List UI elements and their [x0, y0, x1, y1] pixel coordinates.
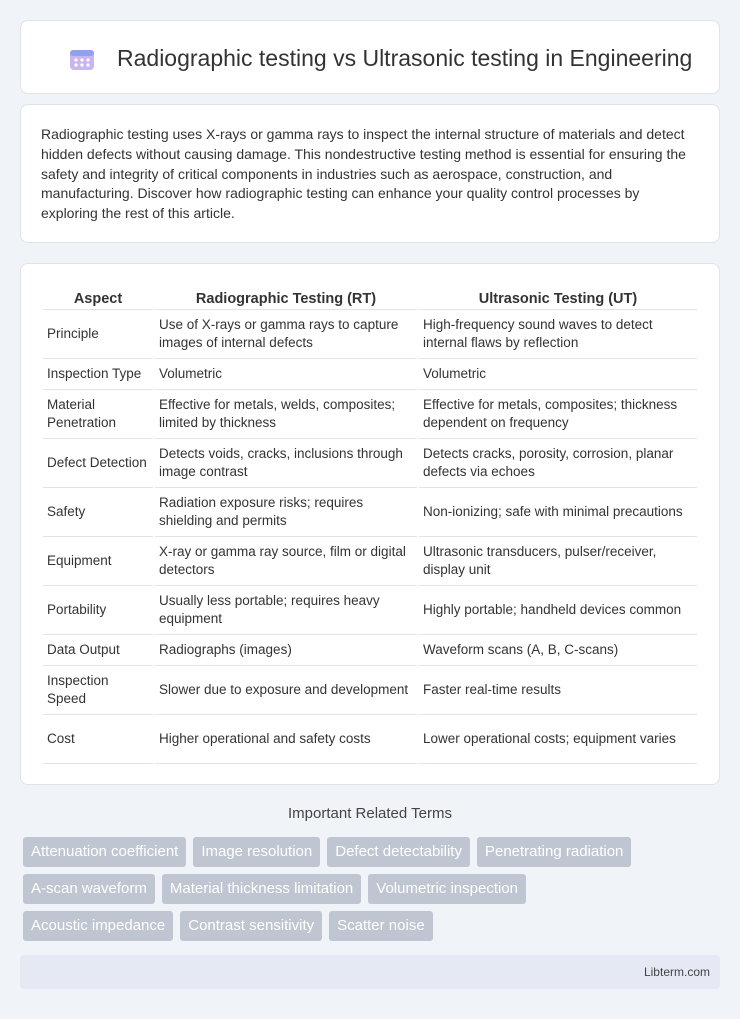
cell-ut: Faster real-time results: [419, 666, 697, 715]
calendar-grid-icon: [69, 47, 95, 71]
tag-a-scan-waveform[interactable]: A-scan waveform: [23, 874, 155, 904]
tag-volumetric-inspection[interactable]: Volumetric inspection: [368, 874, 526, 904]
cell-aspect: Inspection Type: [43, 359, 153, 390]
cell-rt: Higher operational and safety costs: [155, 715, 417, 764]
intro-text: Radiographic testing uses X-rays or gamma rays to inspect the internal structure of materials and detect hidden defects without causing damage. This nondestructive testing method is essential for ensuring the safety and integrity of critical components in industries such as aerospace, construction, and manufacturing. Discover how radiographic testing can enhance your quality control processes by exploring the rest of this article.: [41, 126, 686, 222]
cell-rt: Slower due to exposure and development: [155, 666, 417, 715]
table-row: [43, 586, 697, 635]
header-rt: Radiographic Testing (RT): [155, 284, 417, 310]
cell-rt: Usually less portable; requires heavy equipment: [155, 586, 417, 635]
tag-attenuation-coefficient[interactable]: Attenuation coefficient: [23, 837, 186, 867]
cell-rt: Radiographs (images): [155, 635, 417, 666]
cell-ut: Volumetric: [419, 359, 697, 390]
tag-defect-detectability[interactable]: Defect detectability: [327, 837, 470, 867]
tag-row: [23, 911, 723, 941]
cell-aspect: Data Output: [43, 635, 153, 666]
cell-aspect: Principle: [43, 310, 153, 359]
cell-aspect: Defect Detection: [43, 439, 153, 488]
tag-row: [23, 837, 723, 867]
intro-card: [20, 104, 720, 243]
table-row: [43, 359, 697, 390]
cell-ut: Non-ionizing; safe with minimal precautions: [419, 488, 697, 537]
table-row: [43, 439, 697, 488]
comparison-table-card: [20, 263, 720, 785]
cell-ut: Waveform scans (A, B, C-scans): [419, 635, 697, 666]
related-terms-title: Important Related Terms: [288, 805, 452, 822]
header-card: [20, 20, 720, 94]
cell-ut: Detects cracks, porosity, corrosion, planar defects via echoes: [419, 439, 697, 488]
footer-site-link[interactable]: Libterm.com: [643, 965, 710, 979]
tag-scatter-noise[interactable]: Scatter noise: [329, 911, 433, 941]
table-row: [43, 537, 697, 586]
table-row: [43, 310, 697, 359]
cell-rt: Use of X-rays or gamma rays to capture images of internal defects: [155, 310, 417, 359]
cell-aspect: Safety: [43, 488, 153, 537]
cell-aspect: Portability: [43, 586, 153, 635]
cell-rt: Effective for metals, welds, composites; limited by thickness: [155, 390, 417, 439]
tag-acoustic-impedance[interactable]: Acoustic impedance: [23, 911, 173, 941]
cell-ut: Ultrasonic transducers, pulser/receiver, display unit: [419, 537, 697, 586]
cell-rt: Radiation exposure risks; requires shielding and permits: [155, 488, 417, 537]
table-row: [43, 715, 697, 764]
header-ut: Ultrasonic Testing (UT): [419, 284, 697, 310]
cell-rt: Detects voids, cracks, inclusions through image contrast: [155, 439, 417, 488]
cell-aspect: Cost: [43, 715, 153, 764]
cell-ut: Lower operational costs; equipment varies: [419, 715, 697, 764]
tag-image-resolution[interactable]: Image resolution: [193, 837, 320, 867]
table-header-row: [43, 284, 697, 310]
footer: [20, 955, 720, 989]
cell-ut: Effective for metals, composites; thickness dependent on frequency: [419, 390, 697, 439]
table-row: [43, 635, 697, 666]
tag-row: [23, 874, 723, 904]
table-row: [43, 390, 697, 439]
table-row: [43, 488, 697, 537]
cell-aspect: Equipment: [43, 537, 153, 586]
header-aspect: Aspect: [43, 284, 153, 310]
tag-material-thickness-limitation[interactable]: Material thickness limitation: [162, 874, 361, 904]
cell-aspect: Inspection Speed: [43, 666, 153, 715]
related-terms-tags: [23, 837, 723, 948]
cell-aspect: Material Penetration: [43, 390, 153, 439]
cell-rt: Volumetric: [155, 359, 417, 390]
cell-ut: High-frequency sound waves to detect internal flaws by reflection: [419, 310, 697, 359]
table-row: [43, 666, 697, 715]
tag-contrast-sensitivity[interactable]: Contrast sensitivity: [180, 911, 322, 941]
cell-rt: X-ray or gamma ray source, film or digital detectors: [155, 537, 417, 586]
tag-penetrating-radiation[interactable]: Penetrating radiation: [477, 837, 631, 867]
cell-ut: Highly portable; handheld devices common: [419, 586, 697, 635]
page-title: Radiographic testing vs Ultrasonic testing in Engineering: [117, 45, 693, 71]
comparison-table: [41, 284, 699, 764]
